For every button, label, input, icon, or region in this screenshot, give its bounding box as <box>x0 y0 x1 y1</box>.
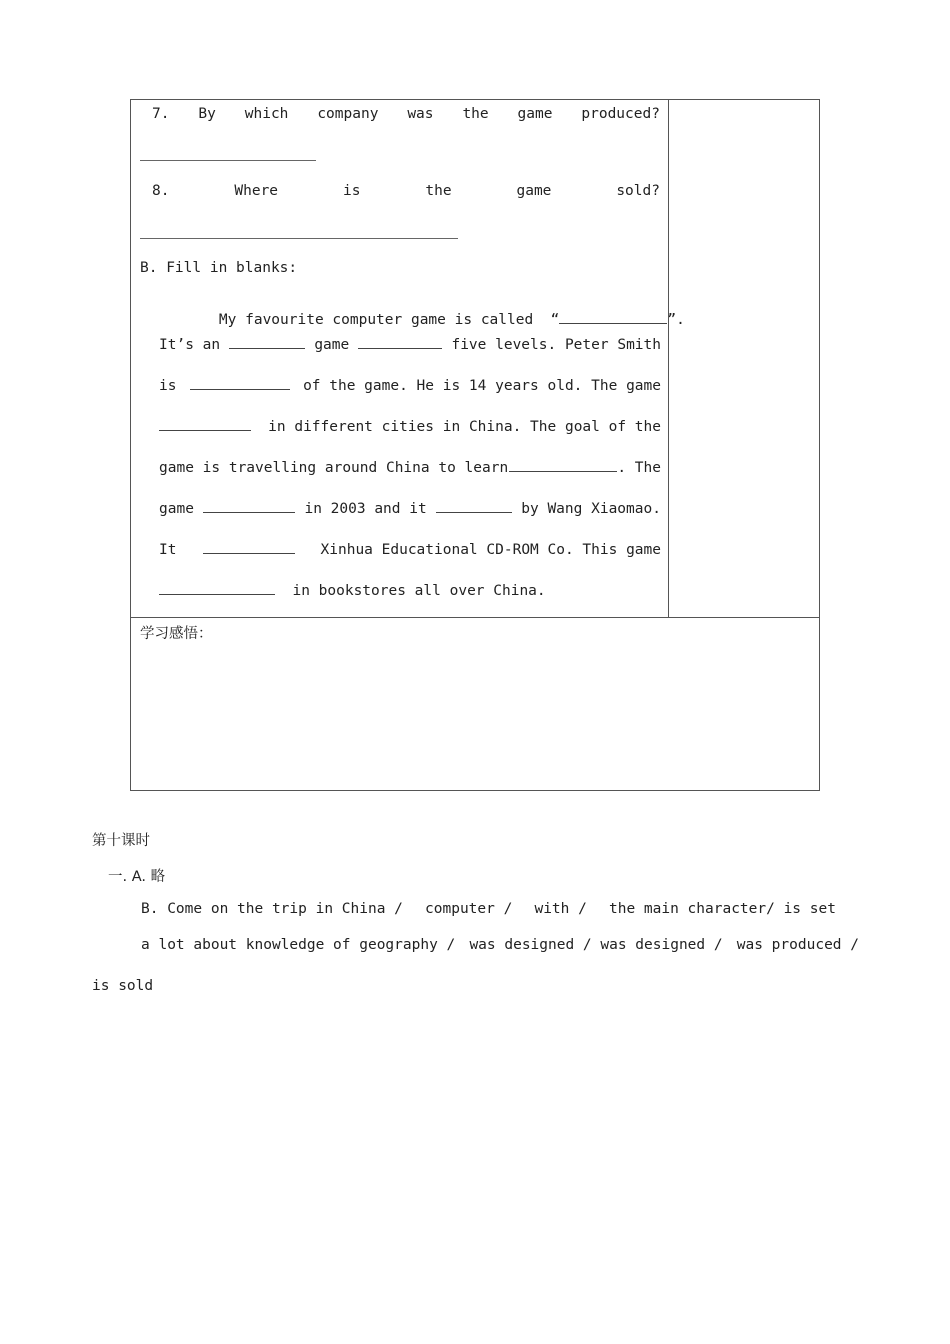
passage-line-5 <box>159 460 661 476</box>
passage-text: game is travelling around China to learn <box>159 460 509 476</box>
passage-line-7 <box>159 542 661 558</box>
passage-text: in different cities in China. The goal of the <box>268 419 661 435</box>
blank-main-character[interactable] <box>190 378 290 390</box>
passage-line-3 <box>159 378 661 394</box>
blank-with[interactable] <box>358 337 442 349</box>
q7-number: 7. <box>152 106 170 122</box>
blank-game-type[interactable] <box>229 337 305 349</box>
column-divider <box>668 100 669 618</box>
q8-word: the <box>425 183 452 199</box>
open-quote: “ <box>550 312 560 328</box>
blank-is-set[interactable] <box>159 419 251 431</box>
reflection-label: 学习感悟： <box>140 626 213 642</box>
answer-segment: with / <box>534 901 587 917</box>
q7-word: the <box>462 106 489 122</box>
q7-word: which <box>244 106 289 122</box>
question-7 <box>152 106 660 122</box>
answer-segment: a lot about knowledge of geography / <box>141 937 456 953</box>
passage-text: in 2003 and it <box>304 501 427 517</box>
passage-text: It’s an <box>159 337 221 353</box>
q7-answer-line[interactable] <box>140 160 316 161</box>
passage-line-4 <box>159 419 661 435</box>
answer-segment: was designed / was designed / <box>469 937 723 953</box>
q7-word: By <box>198 106 216 122</box>
passage-line-8 <box>159 583 546 599</box>
passage-text: . The <box>617 460 661 476</box>
row-divider <box>131 617 819 618</box>
answers-b-line-2 <box>141 937 859 953</box>
blank-sold[interactable] <box>159 583 275 595</box>
q7-word: game <box>517 106 553 122</box>
section-b-title: B. Fill in blanks: <box>140 260 298 276</box>
q8-word: is <box>342 183 361 199</box>
answers-heading: 第十课时 <box>92 833 150 849</box>
passage-text: It <box>159 542 177 558</box>
q7-word: produced? <box>581 106 660 122</box>
answers-b-line-1 <box>141 901 836 917</box>
q8-word: game <box>516 183 552 199</box>
q8-number: 8. <box>152 183 170 199</box>
passage-text: is <box>159 378 177 394</box>
q8-answer-line[interactable] <box>140 238 458 239</box>
q8-word: Where <box>234 183 279 199</box>
passage-text: five levels. Peter Smith <box>451 337 661 353</box>
passage-text: game <box>314 337 350 353</box>
answer-segment: B. Come on the trip in China / <box>141 901 403 917</box>
answer-segment: computer / <box>425 901 513 917</box>
question-8 <box>152 183 660 199</box>
blank-designed-1[interactable] <box>203 501 295 513</box>
answers-part-one: 一. A. 略 <box>108 869 166 885</box>
q8-word: sold? <box>616 183 660 199</box>
passage-text: by Wang Xiaomao. <box>521 501 661 517</box>
q7-word: was <box>407 106 434 122</box>
blank-produced[interactable] <box>203 542 295 554</box>
passage-text: Xinhua Educational CD-ROM Co. This game <box>320 542 661 558</box>
q7-word: company <box>317 106 379 122</box>
blank-knowledge[interactable] <box>509 460 617 472</box>
passage-text: game <box>159 501 194 517</box>
passage-line-2 <box>159 337 661 353</box>
passage-line-6 <box>159 501 661 517</box>
passage-text: of the game. He is 14 years old. The game <box>303 378 661 394</box>
answer-segment: the main character/ is set <box>608 901 836 917</box>
blank-game-name[interactable] <box>559 312 667 324</box>
worksheet-table <box>130 99 820 791</box>
passage-text: in bookstores all over China. <box>292 583 546 599</box>
close-quote: ”. <box>667 312 685 328</box>
reflection-area[interactable] <box>140 648 810 778</box>
answers-b-line-3: is sold <box>92 978 154 994</box>
passage-text: My favourite computer game is called <box>218 312 534 328</box>
answer-segment: was produced / <box>736 937 859 953</box>
blank-designed-2[interactable] <box>436 501 512 513</box>
